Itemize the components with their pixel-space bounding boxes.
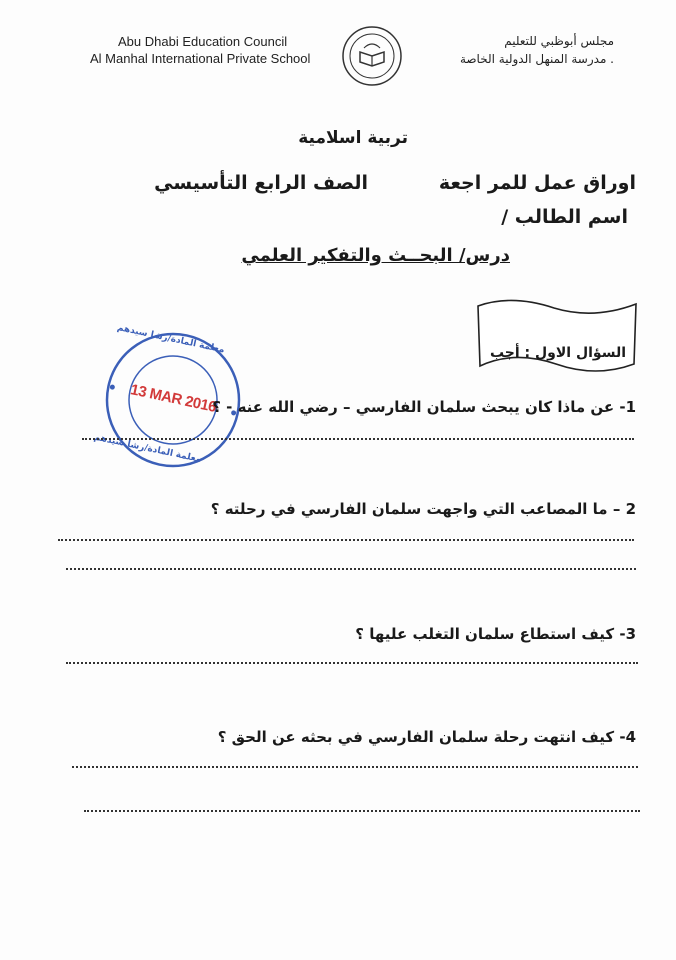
question-1-number: 1- <box>619 398 636 416</box>
lesson-title: درس/ البحــث والتفكير العلمي <box>241 245 510 266</box>
school-name-ar: . مدرسة المنهل الدولية الخاصة <box>459 52 614 66</box>
subject-title: تربية اسلامية <box>298 128 408 148</box>
stamp-text-bottom: معلمة المادة/رشا سيدهم <box>92 432 203 466</box>
worksheet-title: اوراق عمل للمر اجعة <box>438 172 636 194</box>
stamp-text-top: معلمة المادة/رشا سيدهم <box>116 322 226 356</box>
grade-label: الصف الرابع التأسيسي <box>154 172 368 194</box>
answer-line-2b[interactable] <box>66 568 636 570</box>
question-2 <box>211 500 636 518</box>
answer-line-2a[interactable] <box>58 539 634 541</box>
question-1 <box>212 398 636 416</box>
question-group-label: السؤال الاول : أجب <box>489 345 626 361</box>
school-logo <box>340 22 404 94</box>
question-4 <box>218 728 636 746</box>
question-1-text: عن ماذا كان يبحث سلمان الفارسي – رضي الله عنه - ؟ <box>212 398 615 416</box>
council-name-en: Abu Dhabi Education Council <box>118 34 288 49</box>
answer-line-4b[interactable] <box>84 810 640 812</box>
student-name-label: اسم الطالب / <box>501 206 628 228</box>
question-3-text: كيف استطاع سلمان التغلب عليها ؟ <box>355 625 615 643</box>
school-name-en: Al Manhal International Private School <box>90 51 311 66</box>
stamp-date: 13 MAR 2016 <box>128 381 218 416</box>
question-2-number: 2 – <box>612 500 636 518</box>
question-3 <box>355 625 636 643</box>
question-banner <box>472 298 642 380</box>
answer-line-1a[interactable] <box>82 438 634 440</box>
question-2-text: ما المصاعب التي واجهت سلمان الفارسي في رحلته ؟ <box>210 500 608 518</box>
question-4-text: كيف انتهت رحلة سلمان الفارسي في بحثه عن الحق ؟ <box>217 728 615 746</box>
answer-line-3a[interactable] <box>66 662 638 664</box>
council-name-ar: مجلس أبوظبي للتعليم <box>504 34 614 48</box>
question-4-number: 4- <box>619 728 636 746</box>
answer-line-4a[interactable] <box>72 766 638 768</box>
question-3-number: 3- <box>619 625 636 643</box>
